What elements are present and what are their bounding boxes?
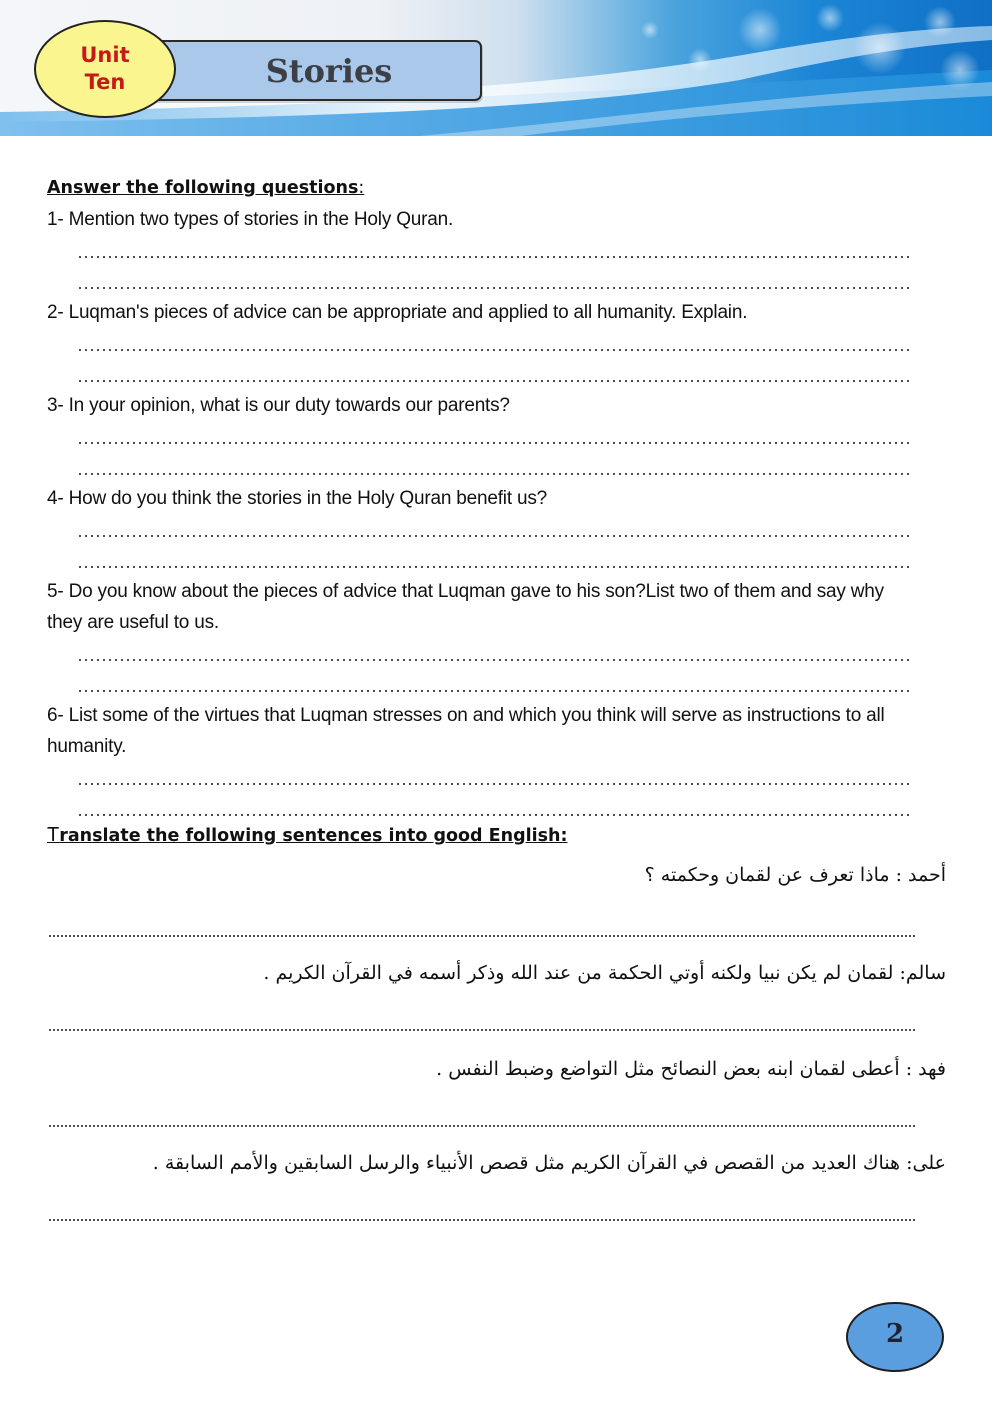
translation-heading: Translate the following sentences into good English: (47, 824, 568, 846)
translation-answer-line[interactable] (48, 1218, 916, 1222)
page-title-box (150, 40, 482, 101)
unit-number: Ten (84, 70, 126, 94)
answer-line[interactable] (77, 266, 913, 297)
answer-line[interactable] (77, 762, 913, 793)
page-number-badge (846, 1302, 944, 1372)
unit-badge (34, 20, 176, 118)
answer-line[interactable] (77, 235, 913, 266)
question-1: 1- Mention two types of stories in the Holy Quran. (47, 209, 454, 230)
page-title: Stories (265, 51, 393, 90)
arabic-sentence-1: أحمد : ماذا تعرف عن لقمان وحكمته ؟ (644, 864, 946, 886)
answer-line[interactable] (77, 359, 913, 390)
question-3: 3- In your opinion, what is our duty towards our parents? (47, 395, 510, 416)
arabic-sentence-3: فهد : أعطى لقمان ابنه بعض النصائح مثل التواضع وضبط النفس . (436, 1058, 946, 1080)
questions-heading: Answer the following questions: (47, 178, 365, 198)
answer-line[interactable] (77, 328, 913, 359)
answer-line[interactable] (77, 545, 913, 576)
questions-section (47, 172, 913, 824)
arabic-sentence-2: سالم: لقمان لم يكن نبيا ولكنه أوتي الحكمة من عند الله وذكر أسمه في القرآن الكريم . (263, 962, 946, 984)
translation-answer-line[interactable] (48, 1124, 916, 1128)
question-4: 4- How do you think the stories in the Holy Quran benefit us? (47, 488, 548, 509)
question-5: 5- Do you know about the pieces of advice that Luqman gave to his son?List two of them and say why they are useful to us. (47, 581, 884, 633)
answer-line[interactable] (77, 452, 913, 483)
translation-answer-line[interactable] (48, 1028, 916, 1032)
page-number: 2 (885, 1319, 905, 1349)
question-2: 2- Luqman's pieces of advice can be appropriate and applied to all humanity. Explain. (47, 302, 748, 323)
answer-line[interactable] (77, 638, 913, 669)
answer-line[interactable] (77, 514, 913, 545)
arabic-sentence-4: على: هناك العديد من القصص في القرآن الكريم مثل قصص الأنبياء والرسل السابقين والأمم السابقة . (152, 1152, 946, 1174)
unit-label: Unit (80, 43, 130, 67)
answer-line[interactable] (77, 421, 913, 452)
answer-line[interactable] (77, 669, 913, 700)
question-6: 6- List some of the virtues that Luqman stresses on and which you think will serve as instructions to all humanity. (47, 705, 885, 757)
translation-answer-line[interactable] (48, 934, 916, 938)
